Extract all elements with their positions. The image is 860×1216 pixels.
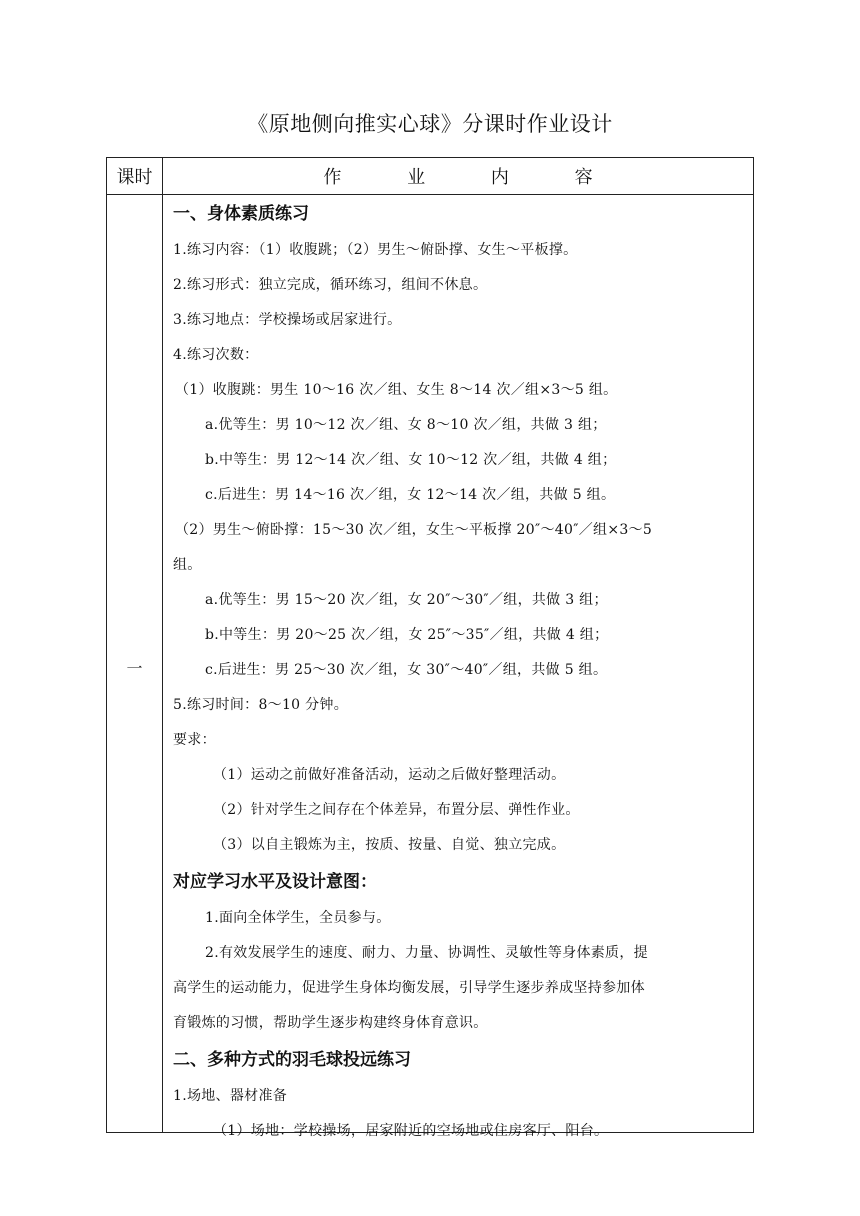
column-divider (162, 158, 163, 1132)
content-line: （3）以自主锻炼为主，按质、按量、自觉、独立完成。 (213, 837, 566, 853)
header-content: 作 业 内 容 (323, 167, 623, 188)
content-line: 2.练习形式：独立完成，循环练习，组间不休息。 (173, 277, 488, 293)
content-line: 2.有效发展学生的速度、耐力、力量、协调性、灵敏性等身体素质，提 (205, 945, 648, 961)
content-line: 5.练习时间：8～10 分钟。 (173, 697, 349, 713)
section-heading: 二、多种方式的羽毛球投远练习 (173, 1050, 411, 1070)
content-line: 高学生的运动能力，促进学生身体均衡发展，引导学生逐步养成坚持参加体 (173, 980, 645, 996)
header-lesson: 课时 (116, 167, 153, 188)
lesson-number: 一 (126, 659, 143, 678)
homework-table (106, 157, 754, 1139)
content-line: 1.面向全体学生，全员参与。 (205, 910, 391, 926)
content-line: （1）收腹跳：男生 10～16 次／组、女生 8～14 次／组×3～5 组。 (175, 382, 618, 398)
content-line: 要求： (173, 732, 216, 748)
content-line: 育锻炼的习惯，帮助学生逐步构建终身体育意识。 (173, 1015, 488, 1031)
content-line: 3.练习地点：学校操场或居家进行。 (173, 312, 402, 328)
homework-content (173, 195, 747, 1149)
document-title: 《原地侧向推实心球》分课时作业设计 (247, 112, 613, 136)
content-line: a.优等生：男 15～20 次／组，女 20″～30″／组，共做 3 组； (205, 592, 608, 608)
content-line: 1.练习内容：（1）收腹跳；（2）男生～俯卧撑、女生～平板撑。 (173, 242, 578, 258)
content-line: （2）男生～俯卧撑：15～30 次／组，女生～平板撑 20″～40″／组×3～5 (175, 522, 653, 538)
content-line: （2）针对学生之间存在个体差异，布置分层、弹性作业。 (213, 802, 580, 818)
content-line: 1.场地、器材准备 (173, 1088, 288, 1104)
section-heading: 一、身体素质练习 (173, 204, 309, 224)
content-line: b.中等生：男 20～25 次／组，女 25″～35″／组，共做 4 组； (205, 627, 609, 643)
content-line: 组。 (173, 557, 202, 573)
content-line: c.后进生：男 25～30 次／组，女 30″～40″／组，共做 5 组。 (205, 662, 608, 678)
content-line: （1）运动之前做好准备活动，运动之后做好整理活动。 (213, 767, 566, 783)
content-line: b.中等生：男 12～14 次／组、女 10～12 次／组，共做 4 组； (205, 452, 617, 468)
content-line: （1）场地：学校操场，居家附近的空场地或住房客厅、阳台。 (213, 1123, 609, 1139)
section-heading: 对应学习水平及设计意图： (173, 872, 377, 892)
content-line: a.优等生：男 10～12 次／组、女 8～10 次／组，共做 3 组； (205, 417, 607, 433)
content-line: 4.练习次数： (173, 347, 259, 363)
content-line: c.后进生：男 14～16 次／组，女 12～14 次／组，共做 5 组。 (205, 487, 616, 503)
